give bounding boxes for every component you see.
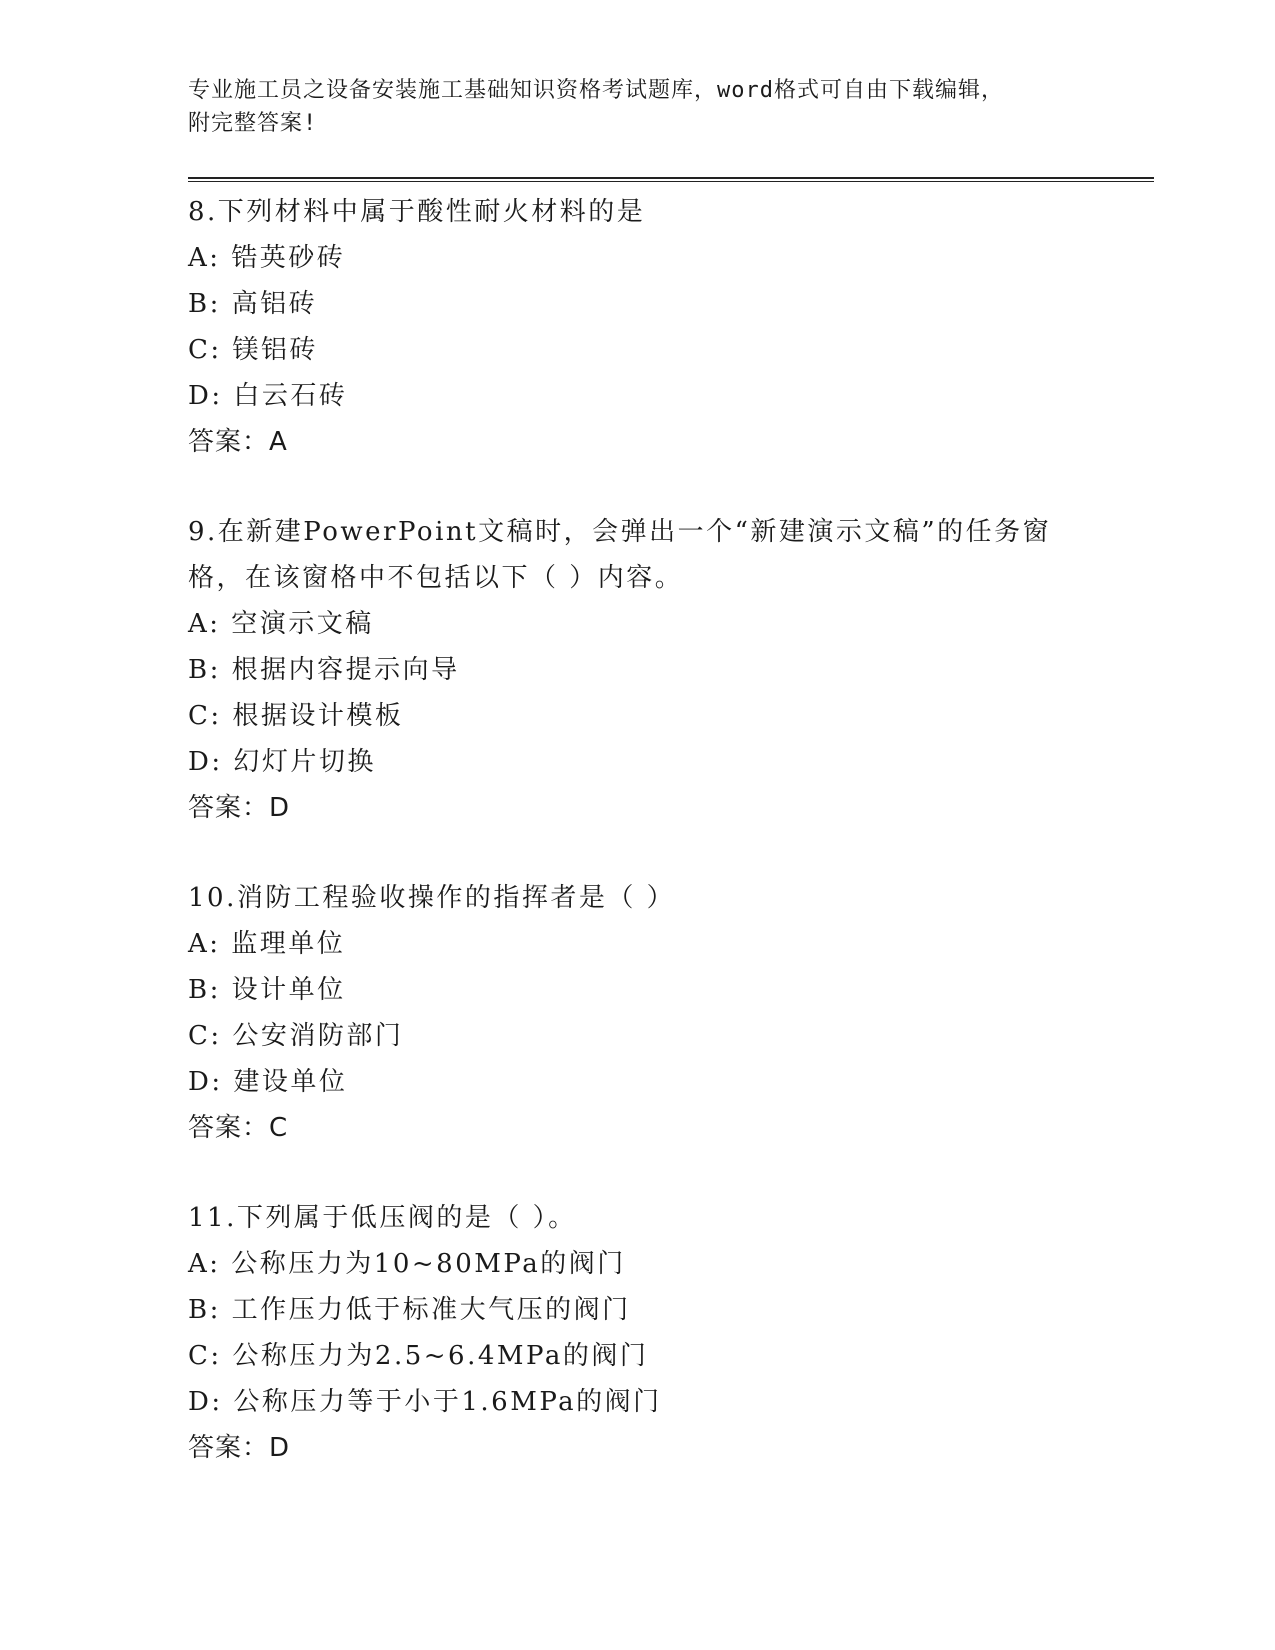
option-c: C: 公安消防部门 [188,1021,404,1051]
header-line-1: 专业施工员之设备安装施工基础知识资格考试题库，word格式可自由下载编辑， [188,78,1004,103]
question-11 [188,1195,1088,1471]
option-a: A: 空演示文稿 [188,609,374,639]
question-list [188,189,1088,1515]
option-d: D: 白云石砖 [188,381,348,411]
option-c: C: 镁铝砖 [188,335,318,365]
option-c: C: 公称压力为2.5~6.4MPa的阀门 [188,1341,649,1371]
option-d: D: 幻灯片切换 [188,747,376,777]
question-stem: 8.下列材料中属于酸性耐火材料的是 [188,197,646,227]
answer-line: 答案：C [188,1113,289,1143]
option-a: A: 监理单位 [188,929,346,959]
answer-line: 答案：D [188,1433,291,1463]
question-stem: 9.在新建PowerPoint文稿时，会弹出一个“新建演示文稿”的任务窗格，在该窗格中不包括以下（ ）内容。 [188,517,1052,593]
option-a: A: 公称压力为10~80MPa的阀门 [188,1249,626,1279]
header-divider [188,177,1154,183]
question-stem: 10.消防工程验收操作的指挥者是（ ） [188,883,676,913]
option-b: B: 高铝砖 [188,289,318,319]
option-b: B: 根据内容提示向导 [188,655,460,685]
question-8 [188,189,1088,465]
question-stem: 11.下列属于低压阀的是（ ）。 [188,1203,577,1233]
option-b: B: 工作压力低于标准大气压的阀门 [188,1295,631,1325]
option-a: A: 锆英砂砖 [188,243,346,273]
question-9 [188,509,1088,831]
answer-line: 答案：D [188,793,291,823]
option-d: D: 公称压力等于小于1.6MPa的阀门 [188,1387,662,1417]
option-c: C: 根据设计模板 [188,701,404,731]
document-header [188,74,1068,140]
option-d: D: 建设单位 [188,1067,348,1097]
question-10 [188,875,1088,1151]
header-line-2: 附完整答案! [188,111,318,136]
option-b: B: 设计单位 [188,975,346,1005]
answer-line: 答案：A [188,427,288,457]
